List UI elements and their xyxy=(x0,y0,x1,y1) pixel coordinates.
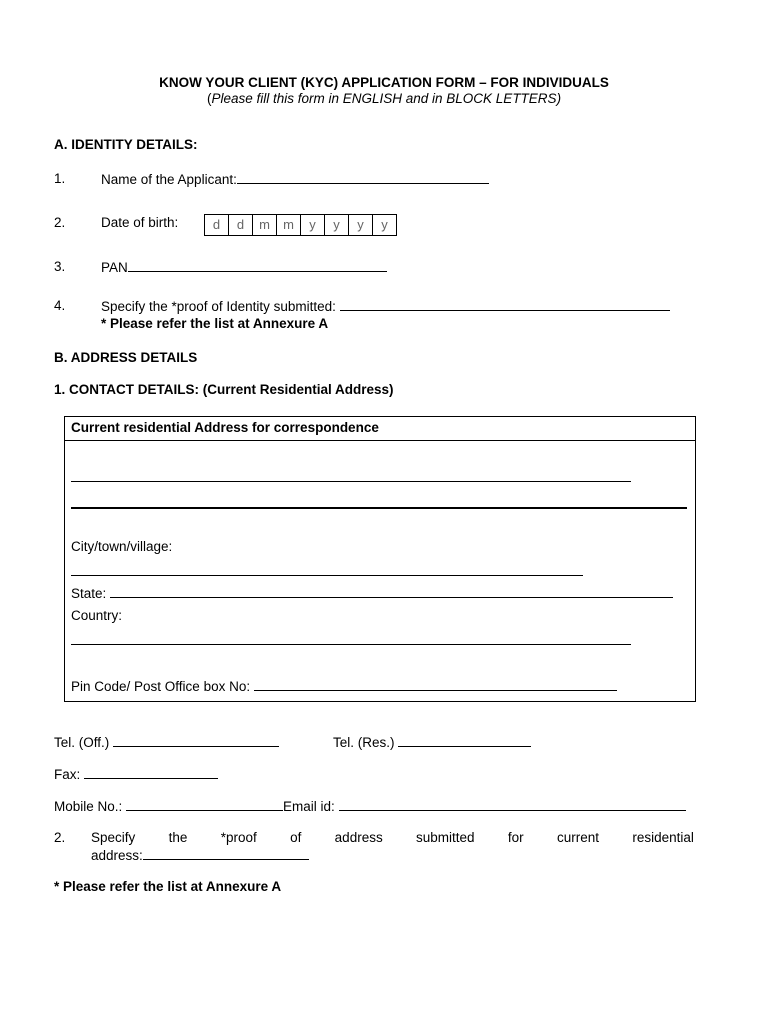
fax-field[interactable] xyxy=(84,766,218,779)
proof-word: for xyxy=(507,830,524,845)
annexure-note-a: * Please refer the list at Annexure A xyxy=(101,316,329,331)
form-title: KNOW YOUR CLIENT (KYC) APPLICATION FORM – FOR INDIVIDUALS xyxy=(159,75,609,90)
proof-word: *proof xyxy=(220,830,257,845)
applicant-name-label: Name of the Applicant: xyxy=(101,172,237,187)
address-box xyxy=(64,416,696,702)
fax-row xyxy=(54,766,218,782)
proof-address-label: address: xyxy=(91,848,143,863)
email-label: Email id: xyxy=(283,799,335,814)
tel-off-label: Tel. (Off.) xyxy=(54,735,110,750)
item-2-number: 2. xyxy=(54,215,66,230)
proof-address-line-2 xyxy=(91,847,309,863)
dob-cell[interactable]: m xyxy=(253,215,277,235)
pin-row xyxy=(71,678,617,694)
country-field[interactable] xyxy=(71,644,631,645)
tel-off-field[interactable] xyxy=(113,734,279,747)
item-4-number: 4. xyxy=(54,298,66,313)
item-3-number: 3. xyxy=(54,259,66,274)
pan-label: PAN xyxy=(101,260,128,275)
proof-word: address xyxy=(334,830,383,845)
pan-row xyxy=(101,259,387,275)
address-box-title: Current residential Address for correspondence xyxy=(71,420,379,435)
applicant-name-row xyxy=(101,171,489,187)
section-b-heading: B. ADDRESS DETAILS xyxy=(54,350,198,365)
proof-address-field[interactable] xyxy=(143,847,309,860)
pin-label: Pin Code/ Post Office box No: xyxy=(71,679,251,694)
form-subtitle xyxy=(0,91,768,106)
address-line-1[interactable] xyxy=(71,481,631,482)
proof-address-line-1 xyxy=(91,830,694,845)
tel-res-field[interactable] xyxy=(398,734,531,747)
dob-cell[interactable]: y xyxy=(381,217,388,232)
dob-cell[interactable]: y xyxy=(349,215,373,235)
tel-res-row xyxy=(333,734,531,750)
city-label: City/town/village: xyxy=(71,539,173,554)
proof-word: submitted xyxy=(416,830,475,845)
dob-cell[interactable]: y xyxy=(325,215,349,235)
state-label: State: xyxy=(71,586,107,601)
mobile-row xyxy=(54,798,686,814)
item-1-number: 1. xyxy=(54,171,66,186)
email-field[interactable] xyxy=(339,798,686,811)
dob-cell[interactable]: m xyxy=(277,215,301,235)
pan-field[interactable] xyxy=(128,259,387,272)
proof-word: residential xyxy=(632,830,694,845)
identity-proof-field[interactable] xyxy=(340,298,670,311)
mobile-field[interactable] xyxy=(126,798,283,811)
annexure-note-b: * Please refer the list at Annexure A xyxy=(54,879,282,894)
address-line-2[interactable] xyxy=(71,507,687,509)
address-box-header xyxy=(65,417,695,441)
state-row xyxy=(71,585,673,601)
country-label: Country: xyxy=(71,608,123,623)
proof-address-number: 2. xyxy=(54,830,66,845)
dob-cell[interactable]: y xyxy=(301,215,325,235)
dob-label: Date of birth: xyxy=(101,215,179,230)
proof-word: Specify xyxy=(91,830,136,845)
proof-word: the xyxy=(168,830,188,845)
subtitle-text: Please fill this form in ENGLISH and in BLOCK LETTERS) xyxy=(211,91,562,106)
dob-cell[interactable]: d xyxy=(229,215,253,235)
city-field[interactable] xyxy=(71,575,583,576)
section-a-heading: A. IDENTITY DETAILS: xyxy=(54,137,198,152)
tel-res-label: Tel. (Res.) xyxy=(333,735,395,750)
dob-boxes[interactable] xyxy=(204,214,397,236)
identity-proof-label: Specify the *proof of Identity submitted: xyxy=(101,299,336,314)
state-field[interactable] xyxy=(110,585,673,598)
proof-word: current xyxy=(556,830,600,845)
proof-word: of xyxy=(290,830,302,845)
fax-label: Fax: xyxy=(54,767,81,782)
tel-off-row xyxy=(54,734,279,750)
mobile-label: Mobile No.: xyxy=(54,799,123,814)
contact-details-heading: 1. CONTACT DETAILS: (Current Residential Address) xyxy=(54,382,394,397)
pin-field[interactable] xyxy=(254,678,617,691)
subtitle-open-paren: ( xyxy=(206,91,212,106)
applicant-name-field[interactable] xyxy=(237,171,489,184)
dob-cell[interactable]: d xyxy=(205,215,229,235)
identity-proof-row xyxy=(101,298,670,314)
